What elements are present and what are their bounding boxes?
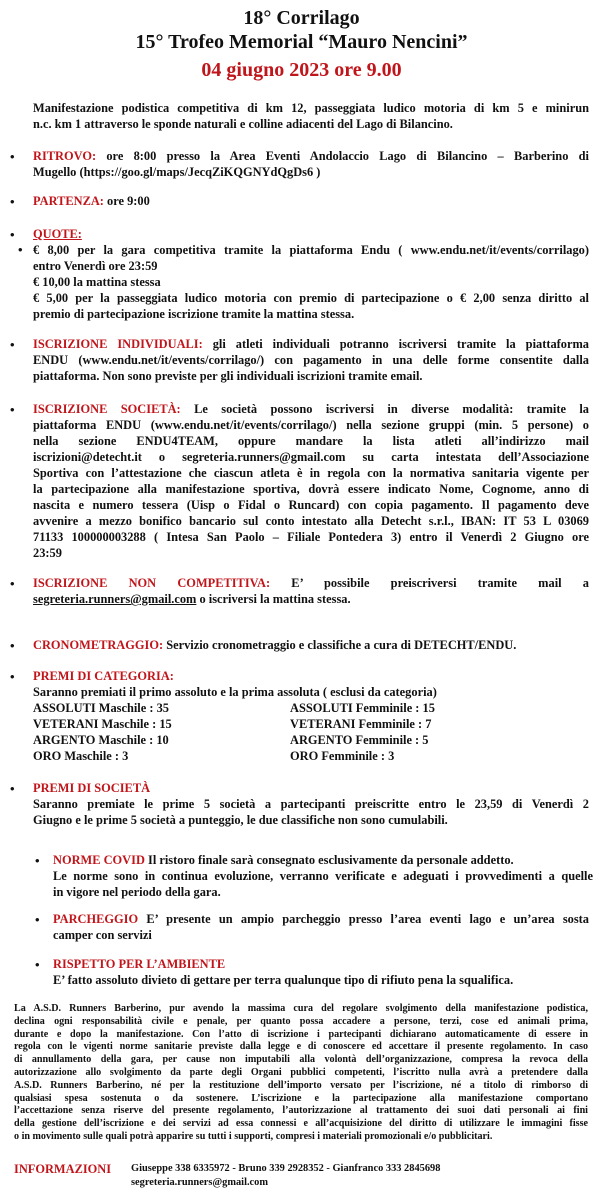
event-title: 18° Corrilago bbox=[243, 7, 360, 29]
contacts-phones: Giuseppe 338 6335972 - Bruno 339 2928352 - Gianfranco 333 2845698 bbox=[131, 1163, 441, 1174]
partenza-label: PARTENZA: bbox=[33, 194, 104, 208]
bullet-dot: • bbox=[10, 576, 15, 591]
event-subtitle: 15° Trofeo Memorial “Mauro Nencini” bbox=[135, 31, 468, 53]
informazioni-label: INFORMAZIONI bbox=[14, 1162, 112, 1176]
bullet-dot: • bbox=[10, 638, 15, 653]
bullet-dot: • bbox=[10, 781, 15, 796]
covid-label: NORME COVID bbox=[53, 853, 145, 867]
societa-label: ISCRIZIONE SOCIETÀ: bbox=[33, 402, 181, 416]
quote-section: € 8,00 per la gara competitiva tramite la piattaforma Endu ( www.endu.net/it/events/corrilago) entro Venerdì ore 23:59 € 10,00 la mattina stessa € 5,00 per la passeggiata ludico motoria con premio di partecipazione o € 2,00 senza diritto al premio di partecipazione iscrizione tramite la mattina stessa. bbox=[33, 243, 589, 321]
email-link[interactable]: segreteria.runners@gmail.com bbox=[33, 592, 197, 606]
ritrovo-label: RITROVO: bbox=[33, 149, 97, 163]
event-date: 04 giugno 2023 ore 9.00 bbox=[201, 59, 402, 81]
premi-femminile-list: ASSOLUTI Femminile : 15 VETERANI Femminile : 7 ARGENTO Femminile : 5 ORO Femminile : 3 bbox=[290, 701, 435, 763]
bullet-dot: • bbox=[35, 853, 40, 868]
non-competitiva-section: ISCRIZIONE NON COMPETITIVA: E’ possibile preiscriversi tramite mail a segreteria.runners@gmail.com o iscriversi la mattina stessa. bbox=[33, 576, 589, 606]
informazioni-contacts bbox=[131, 1162, 591, 1190]
ritrovo-section: RITROVO: ore 8:00 presso la Area Eventi Andolaccio Lago di Bilancino – Barberino di Mugello (https://goo.gl/maps/JecqZiKQGNYdQgDs6 ) bbox=[33, 149, 589, 179]
parcheggio-section: PARCHEGGIO E’ presente un ampio parcheggio presso l’area eventi lago e un’area sosta camper con servizi bbox=[53, 912, 589, 942]
iscrizione-individuali-section: ISCRIZIONE INDIVIDUALI: gli atleti individuali potranno iscriversi tramite la piattaforma ENDU (www.endu.net/it/events/corrilago/) con pagamento in una delle forme consentite dalla piattaforma. Non sono previste per gli individuali iscrizioni tramite email. bbox=[33, 337, 589, 383]
premi-categoria-section: PREMI DI CATEGORIA: Saranno premiati il primo assoluto e la prima assoluta ( esclusi da categoria) bbox=[33, 668, 589, 700]
cronometraggio-section: CRONOMETRAGGIO: Servizio cronometraggio e classifiche a cura di DETECHT/ENDU. bbox=[33, 638, 517, 652]
quote-label: QUOTE: bbox=[33, 227, 82, 241]
intro-paragraph: Manifestazione podistica competitiva di km 12, passeggiata ludico motoria di km 5 e minirun n.c. km 1 attraverso le sponde naturali e colline adiacenti del Lago di Bilancino. bbox=[33, 101, 589, 131]
premi-societa-label: PREMI DI SOCIETÀ bbox=[33, 781, 151, 795]
iscrizione-societa-section: ISCRIZIONE SOCIETÀ: Le società possono iscriversi in diverse modalità: tramite la piattaforma ENDU (www.endu.net/it/events/corrilago/) nella sezione gruppi (min. 5 persone) o nella sezione ENDU4TEAM, oppure mandare la lista atleti all’indirizzo mail iscrizioni@detecht.it o segreteria.runners@gmail.com su carta intestata dell’Associazione Sportiva con l’attestazione che ciascun atleta è in regola con la normativa sanitaria vigente per la partecipazione alla manifestazione sportiva, dovrà essere indicato Nome, Cognome, anno di nascita e numero tessera (Uisp o Fidal o Runcard) con copia pagamento. Il pagamento deve avvenire a mezzo bonifico bancario sul conto intestato alla Detecht s.r.l., IBAN: IT 53 L 03069 71133 100000003288 ( Intesa San Paolo – Filiale Pontedera 3) entro il Venerdì 2 Giugno ore 23:59 bbox=[33, 402, 589, 560]
premi-categoria-label: PREMI DI CATEGORIA: bbox=[33, 669, 174, 683]
bullet-dot: • bbox=[18, 242, 23, 257]
cronometraggio-label: CRONOMETRAGGIO: bbox=[33, 638, 164, 652]
bullet-dot: • bbox=[35, 957, 40, 972]
ambiente-label: RISPETTO PER L’AMBIENTE bbox=[53, 957, 226, 971]
bullet-dot: • bbox=[10, 337, 15, 352]
premi-societa-section: PREMI DI SOCIETÀ Saranno premiate le prime 5 società a partecipanti preiscritte entro le 23,59 di Venerdì 2 Giugno e le prime 5 società a punteggio, le due classifiche non sono cumulabili. bbox=[33, 781, 589, 827]
premi-maschile-list: ASSOLUTI Maschile : 35 VETERANI Maschile : 15 ARGENTO Maschile : 10 ORO Maschile : 3 bbox=[33, 701, 172, 763]
bullet-dot: • bbox=[35, 912, 40, 927]
bullet-dot: • bbox=[10, 669, 15, 684]
bullet-dot: • bbox=[10, 194, 15, 209]
non-competitiva-label: ISCRIZIONE NON COMPETITIVA: bbox=[33, 576, 271, 590]
bullet-dot: • bbox=[10, 149, 15, 164]
parcheggio-label: PARCHEGGIO bbox=[53, 912, 139, 926]
ambiente-section: RISPETTO PER L’AMBIENTE E’ fatto assoluto divieto di gettare per terra qualunque tipo di rifiuto pena la squalifica. bbox=[53, 956, 593, 988]
disclaimer-paragraph: La A.S.D. Runners Barberino, pur avendo la massima cura del regolare svolgimento della manifestazione podistica, declina ogni responsabilità civile e penale, per quanto possa accadere a persone, terzi, cose ed animali prima, durante e dopo la manifestazione. Con l’atto di iscrizione i partecipanti dichiarano automaticamente di essere in regola con le vigenti norme sanitarie previste dalla legge e di conoscere ed accettare il presente regolamento. In caso di annullamento della gara, per cause non imputabili alla volontà dell’organizzazione, compresa la revoca della autorizzazione allo svolgimento da parte degli Organi pubblici competenti, l’iscritto nulla avrà a pretendere dalla A.S.D. Runners Barberino, né per la restituzione dell’importo versato per l’iscrizione, né a titolo di rimborso di qualsiasi spesa sostenuta o da sostenere. L’iscrizione e la partecipazione alla manifestazione comportano l’accettazione senza riserve del presente regolamento, l’autorizzazione al trattamento dei suoi dati personali ai fini della gestione dell’iscrizione e dei servizi ad essa connessi e all’acquisizione del diritto di utilizzare le immagini fisse o in movimento sulle quali potrà apparire su tutti i supporti, compresi i materiali promozionali e/o pubblicitari. bbox=[14, 1003, 588, 1142]
individuali-label: ISCRIZIONE INDIVIDUALI: bbox=[33, 337, 203, 351]
norme-covid-section: NORME COVID Il ristoro finale sarà consegnato esclusivamente da personale addetto. Le norme sono in continua evoluzione, verranno verificate e adeguati i provvedimenti a quelle in vigore nel periodo della gara. bbox=[53, 853, 593, 899]
bullet-dot: • bbox=[10, 402, 15, 417]
partenza-section: PARTENZA: ore 9:00 bbox=[33, 194, 150, 208]
contacts-email[interactable]: segreteria.runners@gmail.com bbox=[131, 1177, 269, 1188]
bullet-dot: • bbox=[10, 227, 15, 242]
